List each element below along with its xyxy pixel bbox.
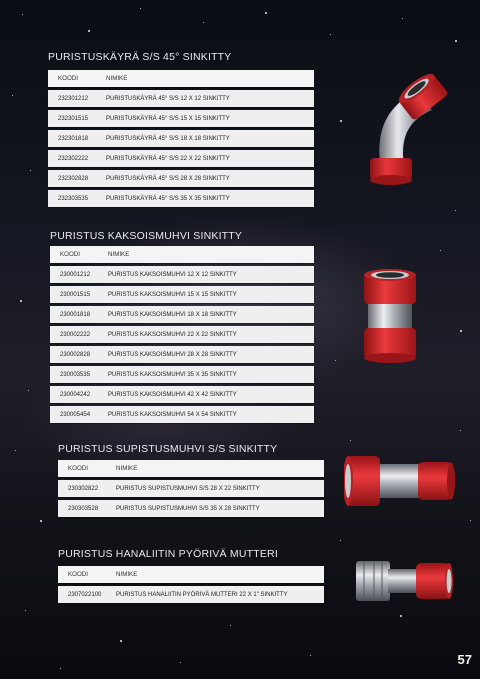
elbow-table [48, 70, 314, 210]
row-name: PURISTUS KAKSOISMUHVI 22 X 22 SINKITTY [108, 331, 237, 338]
header-code: KOODI [68, 571, 88, 578]
row-name: PURISTUS KAKSOISMUHVI 28 X 28 SINKITTY [108, 351, 237, 358]
row-code: 232301818 [58, 135, 89, 142]
page-number: 57 [457, 652, 472, 667]
header-name: NIMIKE [116, 465, 138, 472]
row-code: 230003535 [60, 371, 91, 378]
tap-connector-fitting-image [352, 553, 456, 609]
table-row [50, 366, 314, 383]
row-code: 230001515 [60, 291, 91, 298]
row-code: 230001818 [60, 311, 91, 318]
tap-connector-table [58, 566, 324, 606]
row-name: PURISTUS SUPISTUSMUHVI S/S 28 X 22 SINKITTY [116, 485, 260, 492]
section-title-reducer: PURISTUS SUPISTUSMUHVI S/S SINKITTY [58, 443, 278, 455]
row-code: 230302822 [68, 485, 99, 492]
row-name: PURISTUS KAKSOISMUHVI 18 X 18 SINKITTY [108, 311, 237, 318]
elbow-45-fitting-image [358, 70, 448, 185]
row-code: 230004242 [60, 391, 91, 398]
row-name: PURISTUSKÄYRÄ 45° S/S 12 X 12 SINKITTY [106, 95, 230, 102]
row-name: PURISTUS KAKSOISMUHVI 35 X 35 SINKITTY [108, 371, 237, 378]
table-row [58, 586, 324, 603]
row-name: PURISTUSKÄYRÄ 45° S/S 22 X 22 SINKITTY [106, 155, 230, 162]
table-row [58, 480, 324, 497]
header-name: NIMIKE [116, 571, 138, 578]
table-row [50, 306, 314, 323]
row-code: 230303528 [68, 505, 99, 512]
row-name: PURISTUSKÄYRÄ 45° S/S 18 X 18 SINKITTY [106, 135, 230, 142]
header-name: NIMIKE [106, 75, 128, 82]
table-header [48, 70, 314, 87]
header-code: KOODI [58, 75, 78, 82]
row-code: 232301515 [58, 115, 89, 122]
section-title-elbow: PURISTUSKÄYRÄ S/S 45° SINKITTY [48, 51, 232, 63]
table-header [58, 566, 324, 583]
row-code: 230002222 [60, 331, 91, 338]
table-row [48, 190, 314, 207]
table-row [50, 326, 314, 343]
table-row [50, 406, 314, 423]
table-row [48, 150, 314, 167]
table-row [48, 170, 314, 187]
section-title-tap-connector: PURISTUS HANALIITIN PYÖRIVÄ MUTTERI [58, 548, 278, 560]
row-name: PURISTUSKÄYRÄ 45° S/S 28 X 28 SINKITTY [106, 175, 230, 182]
reducer-fitting-image [344, 452, 456, 512]
double-socket-table [50, 246, 314, 426]
row-code: 232302222 [58, 155, 89, 162]
section-title-double-socket: PURISTUS KAKSOISMUHVI SINKITTY [50, 230, 243, 242]
table-row [50, 266, 314, 283]
row-name: PURISTUSKÄYRÄ 45° S/S 35 X 35 SINKITTY [106, 195, 230, 202]
row-name: PURISTUS SUPISTUSMUHVI S/S 35 X 28 SINKITTY [116, 505, 260, 512]
header-name: NIMIKE [108, 251, 130, 258]
row-name: PURISTUS KAKSOISMUHVI 15 X 15 SINKITTY [108, 291, 237, 298]
row-code: 230005454 [60, 411, 91, 418]
row-code: 230001212 [60, 271, 91, 278]
table-row [50, 346, 314, 363]
table-row [58, 500, 324, 517]
row-name: PURISTUS KAKSOISMUHVI 54 X 54 SINKITTY [108, 411, 237, 418]
row-name: PURISTUS KAKSOISMUHVI 42 X 42 SINKITTY [108, 391, 237, 398]
row-name: PURISTUSKÄYRÄ 45° S/S 15 X 15 SINKITTY [106, 115, 230, 122]
header-code: KOODI [68, 465, 88, 472]
row-code: 232303535 [58, 195, 89, 202]
row-name: PURISTUS HANALIITIN PYÖRIVÄ MUTTERI 22 X 1" SINKITTY [116, 591, 288, 598]
double-socket-fitting-image [360, 266, 420, 366]
table-header [50, 246, 314, 263]
header-code: KOODI [60, 251, 80, 258]
row-code: 2307022100 [68, 591, 102, 598]
table-row [48, 130, 314, 147]
row-code: 230002828 [60, 351, 91, 358]
row-code: 232302828 [58, 175, 89, 182]
table-row [48, 90, 314, 107]
reducer-table [58, 460, 324, 520]
table-row [50, 286, 314, 303]
table-row [50, 386, 314, 403]
table-row [48, 110, 314, 127]
table-header [58, 460, 324, 477]
row-name: PURISTUS KAKSOISMUHVI 12 X 12 SINKITTY [108, 271, 237, 278]
row-code: 232301212 [58, 95, 89, 102]
